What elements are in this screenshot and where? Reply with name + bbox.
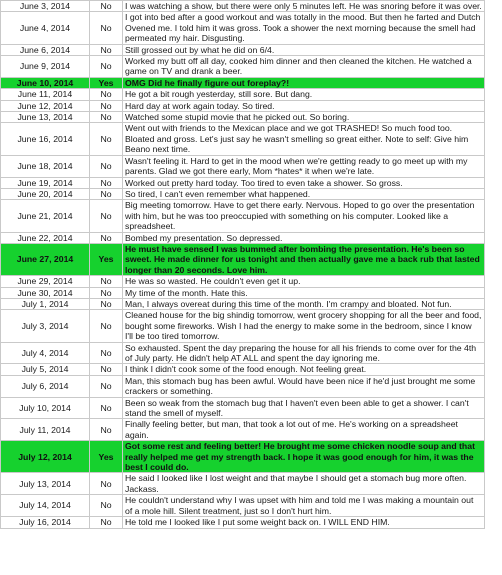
entry-date-cell: June 10, 2014 xyxy=(1,77,90,88)
table-row xyxy=(1,100,485,111)
entry-text-cell: He must have sensed I was bummed after bombing the presentation. He's been so sweet. He made dinner for us tonight and then actually gave me a back rub that lasted longer than 20 seconds. Love him. xyxy=(123,243,485,275)
table-row xyxy=(1,364,485,375)
entry-text-cell: Hard day at work again today. So tired. xyxy=(123,100,485,111)
entry-text-cell: I think I didn't cook some of the food enough. Not feeling great. xyxy=(123,364,485,375)
entry-flag-cell: No xyxy=(90,155,123,177)
diary-table-body xyxy=(1,1,485,529)
entry-date-cell: June 19, 2014 xyxy=(1,177,90,188)
table-row xyxy=(1,310,485,342)
entry-text-cell: Cleaned house for the big shindig tomorrow, went grocery shopping for all the beer and food, bought some fireworks. Wish I had the energy to make some in the bedroom, since I know I'll be too tired tomorrow. xyxy=(123,310,485,342)
table-row xyxy=(1,495,485,517)
entry-flag-cell: No xyxy=(90,375,123,397)
entry-flag-cell: Yes xyxy=(90,77,123,88)
entry-flag-cell: No xyxy=(90,123,123,155)
entry-flag-cell: No xyxy=(90,495,123,517)
entry-date-cell: July 10, 2014 xyxy=(1,397,90,419)
table-row xyxy=(1,441,485,473)
entry-flag-cell: No xyxy=(90,112,123,123)
entry-date-cell: July 13, 2014 xyxy=(1,473,90,495)
entry-date-cell: June 27, 2014 xyxy=(1,243,90,275)
entry-flag-cell: No xyxy=(90,44,123,55)
entry-flag-cell: No xyxy=(90,419,123,441)
entry-text-cell: Big meeting tomorrow. Have to get there early. Nervous. Hoped to go over the presentation with him, but he was too preoccupied with something on his computer. Looked like a spreadsheet. xyxy=(123,200,485,232)
entry-flag-cell: No xyxy=(90,364,123,375)
entry-date-cell: June 11, 2014 xyxy=(1,89,90,100)
entry-date-cell: June 21, 2014 xyxy=(1,200,90,232)
page-margin xyxy=(485,0,502,575)
entry-text-cell: Wasn't feeling it. Hard to get in the mood when we're getting ready to go meet up with my parents. Glad we got there early, Mom *hates* it when we're late. xyxy=(123,155,485,177)
entry-text-cell: He told me I looked like I put some weight back on. I WILL END HIM. xyxy=(123,517,485,528)
entry-flag-cell: No xyxy=(90,517,123,528)
entry-flag-cell: No xyxy=(90,188,123,199)
entry-date-cell: June 13, 2014 xyxy=(1,112,90,123)
entry-date-cell: June 4, 2014 xyxy=(1,12,90,44)
entry-date-cell: June 12, 2014 xyxy=(1,100,90,111)
table-row xyxy=(1,298,485,309)
entry-flag-cell: No xyxy=(90,56,123,78)
entry-flag-cell: No xyxy=(90,200,123,232)
entry-date-cell: June 6, 2014 xyxy=(1,44,90,55)
table-row xyxy=(1,200,485,232)
entry-date-cell: July 12, 2014 xyxy=(1,441,90,473)
entry-flag-cell: No xyxy=(90,287,123,298)
entry-date-cell: July 11, 2014 xyxy=(1,419,90,441)
entry-flag-cell: No xyxy=(90,342,123,364)
entry-text-cell: Watched some stupid movie that he picked out. So boring. xyxy=(123,112,485,123)
entry-text-cell: He got a bit rough yesterday, still sore. But dang. xyxy=(123,89,485,100)
entry-date-cell: June 22, 2014 xyxy=(1,232,90,243)
table-row xyxy=(1,419,485,441)
entry-text-cell: So exhausted. Spent the day preparing the house for all his friends to come over for the 4th of July party. He didn't help AT ALL and spent the day ignoring me. xyxy=(123,342,485,364)
entry-flag-cell: No xyxy=(90,397,123,419)
entry-flag-cell: No xyxy=(90,473,123,495)
entry-date-cell: June 30, 2014 xyxy=(1,287,90,298)
entry-date-cell: July 6, 2014 xyxy=(1,375,90,397)
entry-date-cell: July 4, 2014 xyxy=(1,342,90,364)
table-row xyxy=(1,89,485,100)
table-row xyxy=(1,397,485,419)
entry-text-cell: He said I looked like I lost weight and that maybe I should get a stomach bug more often. Jackass. xyxy=(123,473,485,495)
entry-text-cell: My time of the month. Hate this. xyxy=(123,287,485,298)
entry-flag-cell: No xyxy=(90,177,123,188)
entry-date-cell: July 1, 2014 xyxy=(1,298,90,309)
table-row xyxy=(1,12,485,44)
entry-text-cell: Been so weak from the stomach bug that I haven't even been able to get a shower. I can't stand the smell of myself. xyxy=(123,397,485,419)
table-row xyxy=(1,112,485,123)
table-row xyxy=(1,243,485,275)
table-row xyxy=(1,77,485,88)
entry-text-cell: Still grossed out by what he did on 6/4. xyxy=(123,44,485,55)
entry-text-cell: Man, this stomach bug has been awful. Would have been nice if he'd just brought me some crackers or something. xyxy=(123,375,485,397)
entry-text-cell: I was watching a show, but there were only 5 minutes left. He was snoring before it was over. xyxy=(123,1,485,12)
table-row xyxy=(1,155,485,177)
entry-flag-cell: No xyxy=(90,1,123,12)
table-row xyxy=(1,232,485,243)
entry-flag-cell: No xyxy=(90,276,123,287)
entry-flag-cell: No xyxy=(90,298,123,309)
entry-text-cell: Worked my butt off all day, cooked him dinner and then cleaned the kitchen. He watched a game on TV and drank a beer. xyxy=(123,56,485,78)
entry-text-cell: Went out with friends to the Mexican place and we got TRASHED! So much food too. Bloated and gross. Let's just say he wasn't smelling so great either. Note to self: Give him Beano next time. xyxy=(123,123,485,155)
table-row xyxy=(1,342,485,364)
table-row xyxy=(1,123,485,155)
entry-text-cell: So tired, I can't even remember what happened. xyxy=(123,188,485,199)
entry-flag-cell: No xyxy=(90,89,123,100)
entry-date-cell: June 20, 2014 xyxy=(1,188,90,199)
entry-text-cell: He couldn't understand why I was upset with him and told me I was making a mountain out of a mole hill. Silent treatment, just so I don't hurt him. xyxy=(123,495,485,517)
entry-flag-cell: No xyxy=(90,232,123,243)
table-row xyxy=(1,287,485,298)
table-row xyxy=(1,375,485,397)
entry-text-cell: He was so wasted. He couldn't even get it up. xyxy=(123,276,485,287)
table-row xyxy=(1,44,485,55)
table-row xyxy=(1,1,485,12)
entry-date-cell: June 9, 2014 xyxy=(1,56,90,78)
entry-text-cell: OMG Did he finally figure out foreplay?! xyxy=(123,77,485,88)
table-row xyxy=(1,473,485,495)
entry-text-cell: Worked out pretty hard today. Too tired to even take a shower. So gross. xyxy=(123,177,485,188)
entry-flag-cell: Yes xyxy=(90,441,123,473)
table-row xyxy=(1,276,485,287)
entry-flag-cell: No xyxy=(90,100,123,111)
entry-text-cell: Finally feeling better, but man, that took a lot out of me. He's working on a spreadsheet again. xyxy=(123,419,485,441)
entry-text-cell: I got into bed after a good workout and was totally in the mood. But then he farted and Dutch Ovened me. I told him it was gross. Took a shower the next morning because the smell had permeated my hair. Disgusting. xyxy=(123,12,485,44)
entry-date-cell: July 14, 2014 xyxy=(1,495,90,517)
entry-date-cell: June 29, 2014 xyxy=(1,276,90,287)
entry-text-cell: Got some rest and feeling better! He brought me some chicken noodle soup and that really helped me get my strength back. I hope it was good enough for him, it was the best I could do. xyxy=(123,441,485,473)
entry-flag-cell: No xyxy=(90,310,123,342)
entry-flag-cell: No xyxy=(90,12,123,44)
table-row xyxy=(1,188,485,199)
entry-text-cell: Bombed my presentation. So depressed. xyxy=(123,232,485,243)
entry-date-cell: July 3, 2014 xyxy=(1,310,90,342)
entry-text-cell: Man, I always overeat during this time of the month. I'm crampy and bloated. Not fun. xyxy=(123,298,485,309)
entry-date-cell: June 16, 2014 xyxy=(1,123,90,155)
entry-date-cell: June 3, 2014 xyxy=(1,1,90,12)
table-row xyxy=(1,177,485,188)
entry-date-cell: July 16, 2014 xyxy=(1,517,90,528)
table-row xyxy=(1,517,485,528)
table-row xyxy=(1,56,485,78)
entry-flag-cell: Yes xyxy=(90,243,123,275)
entry-date-cell: June 18, 2014 xyxy=(1,155,90,177)
entry-date-cell: July 5, 2014 xyxy=(1,364,90,375)
